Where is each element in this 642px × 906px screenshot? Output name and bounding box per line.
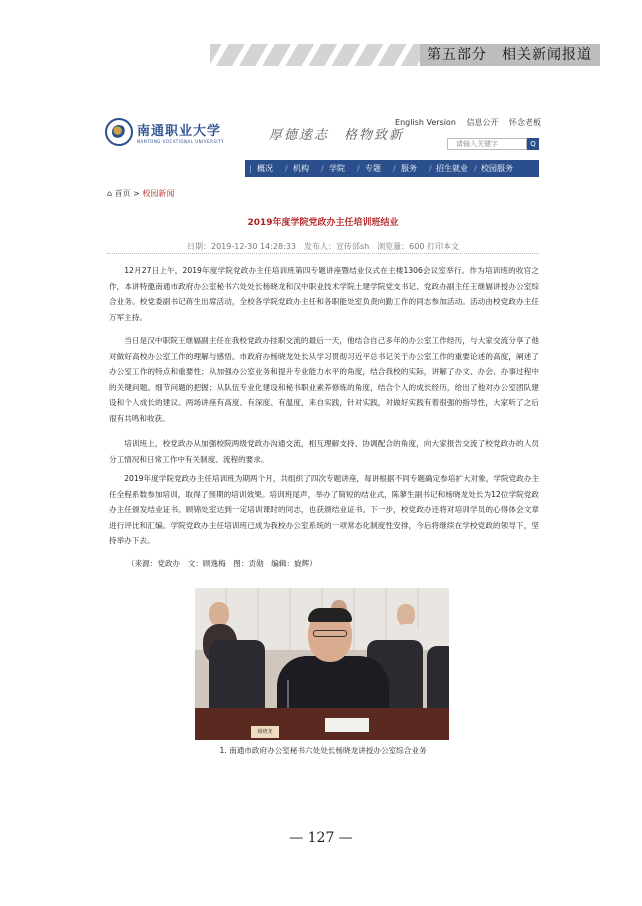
nav-item-organization[interactable]: 机构 — [293, 164, 309, 173]
nav-item-services[interactable]: 服务 — [401, 164, 417, 173]
nav-item-campus-services[interactable]: 校园服务 — [481, 164, 513, 173]
photo-caption: 1. 南通市政府办公室秘书六处处长杨晓龙讲授办公室综合业务 — [219, 746, 427, 755]
article-photo — [195, 588, 449, 740]
top-links — [387, 117, 541, 128]
site-header — [83, 108, 563, 158]
header-stripes — [210, 44, 440, 66]
article-meta: 日期：2019-12-30 14:28:33 发布人：宣传部sh 浏览量：600 打印本文 — [186, 242, 459, 251]
english-version-link[interactable]: English Version — [395, 118, 456, 127]
nav-item-colleges[interactable]: 学院 — [329, 164, 345, 173]
school-motto: 厚德逺志 格物致新 — [269, 128, 405, 143]
site-logo-english: NANTONG VOCATIONAL UNIVERSITY — [137, 139, 224, 144]
search-button[interactable]: Q — [527, 138, 539, 150]
page-number: — 127 — — [289, 830, 353, 846]
webpage-screenshot — [83, 108, 563, 763]
article-paragraph-3: 培训班上，校党政办从加强校院两级党政办沟通交流，相互理解支持、协调配合的角度，向大家报告交流了校党政办的人员分工情况和日常工作中有关制度、流程的要求。 — [109, 439, 539, 464]
breadcrumb-current[interactable]: 校园新闻 — [142, 189, 175, 198]
article-title: 2019年度学院党政办主任培训班结业 — [247, 218, 399, 228]
breadcrumb — [107, 188, 174, 199]
article-paragraph-1: 12月27日上午，2019年度学院党政办主任培训班第四专题讲座暨结业仪式在主楼1306会议室举行。作为培训班的收官之作，本讲特邀南通市政府办公室秘书六处处长杨晓龙和汉中职业技术学院土建学院党支书记、党政办副主任王继辐讲授办公室综合业务。校党委副书记蒋生出席活动，全校各学院党政办主任和各职能处室负责向勤工作的同志参加活动。活动由校党政办主任万军主持。 — [109, 266, 539, 322]
running-header — [210, 44, 600, 66]
university-logo-icon[interactable] — [105, 118, 133, 146]
home-icon: ⌂ — [107, 189, 115, 198]
divider — [107, 253, 539, 254]
site-logo-text[interactable]: 南通职业大学 — [137, 124, 222, 139]
nav-item-admissions[interactable]: 招生就业 — [436, 164, 468, 173]
nav-item-topics[interactable]: 专题 — [365, 164, 381, 173]
nameplate: 杨晓龙 — [251, 726, 279, 738]
main-nav: | 概况 / 机构 / 学院 / 专题 / 服务 / 招生就业 / 校园服务 — [245, 160, 539, 177]
article-paragraph-2: 当日是汉中职院王继辐副主任在我校党政办挂职交流的最后一天，他结合自己多年的办公室工作经历，与大家交流分享了他对做好高校办公室工作的理解与感悟。市政府办杨晓龙处长从学习贯彻习近平总书记关于办公室工作的重要论述的高度，阐述了办公室工作的特点和重要性；从加强办公室业务和提升专业能力水平的角度，结合我校的实际，讲解了办文、办会、办事过程中的关键问题、细节问题的把握；从队伍专业化建设和秘书职业素养修炼的角度，结合个人的成长经历，给出了他对办公室团队建设和个人成长的建议。两场讲座有高度、有深度、有温度，来自实践，针对实践，对做好实践有着很强的指导性，大家听了之后很有共鸣和收获。 — [109, 336, 539, 423]
search-input[interactable]: 请输入关键字 — [447, 138, 527, 150]
section-label: 第五部分 相关新闻报道 — [420, 44, 600, 66]
info-public-link[interactable]: 信息公开 — [466, 118, 499, 127]
nav-item-overview[interactable]: 概况 — [257, 164, 273, 173]
article-paragraph-4: 2019年度学院党政办主任培训班为期两个月，共组织了四次专题讲座，每讲根据不同专题确定参培扩大对象，学院党政办主任全程系数参加培训，取得了预期的培训效果。培训班尾声，举办了简短的结业式，陈蓼生副书记和杨晓龙处长为12位学院党政办主任颁发结业证书。顾锦处室达到一定培训课时的同志，也获颁结业证书。下一步，校党政办还将对培训学员的心得体会文章进行评比和汇编。学院党政办主任培训班已成为我校办公室系统的一项常态化制度性安排，今后将继续在学校党政的领导下，坚持举办下去。 — [109, 474, 539, 545]
article-source: （来源：党政办 文：顾逸梅 图：贡勋 编辑：旋辉） — [127, 559, 317, 568]
memorial-link[interactable]: 怀念老板 — [509, 118, 541, 127]
breadcrumb-separator: > — [133, 189, 140, 198]
breadcrumb-home[interactable]: 首页 — [114, 189, 131, 198]
